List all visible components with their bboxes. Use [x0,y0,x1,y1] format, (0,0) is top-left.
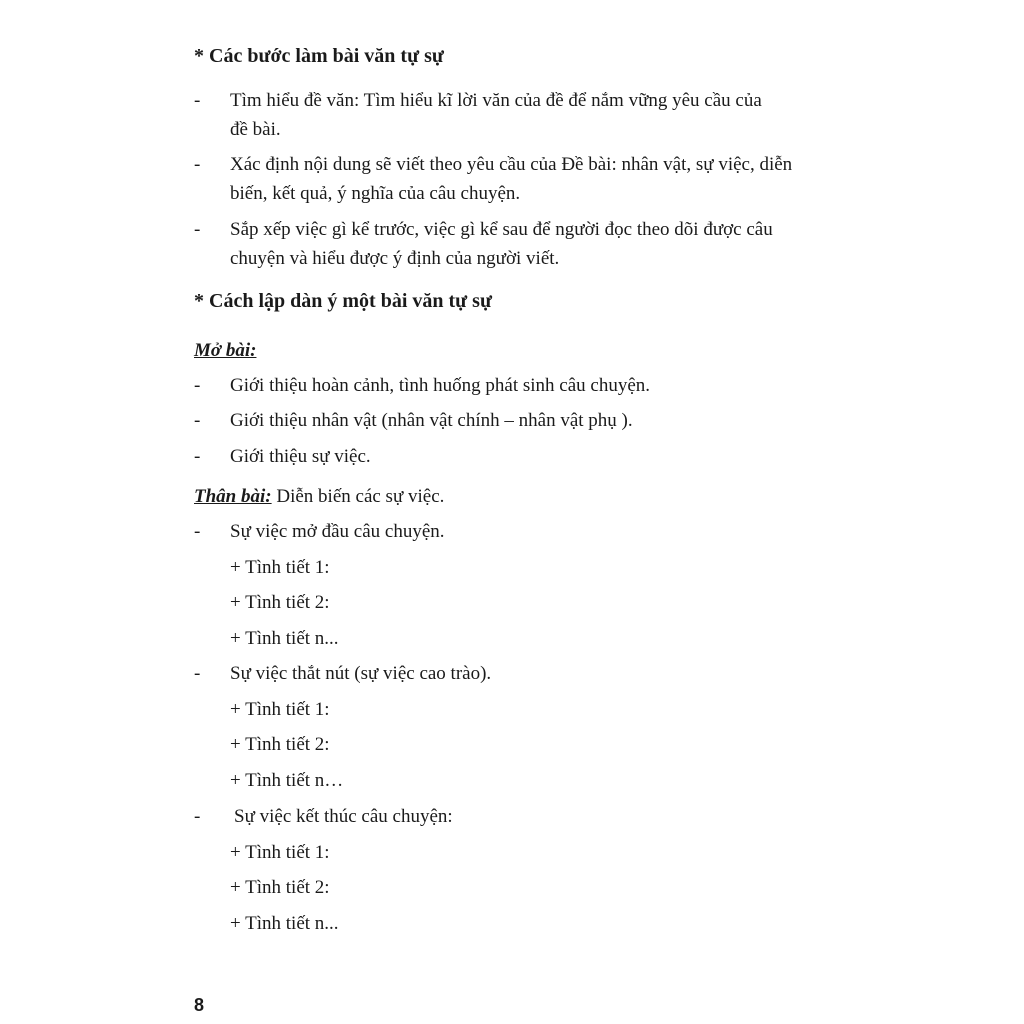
than-bai-description: Diễn biến các sự việc. [271,486,445,507]
list-item-text: Giới thiệu hoàn cảnh, tình huống phát sinh câu chuyện. [230,375,651,396]
event-text: Sự việc mở đầu câu chuyện. [230,521,445,542]
than-bai-label-line [194,483,444,511]
event-detail: + Tình tiết 2: [230,734,330,755]
list-dash: - [194,154,201,175]
list-dash: - [194,446,201,467]
list-dash: - [194,375,201,396]
list-item-text-continued: biến, kết quả, ý nghĩa của câu chuyện. [230,183,521,204]
list-dash: - [194,219,201,240]
event-detail: + Tình tiết 1: [230,842,330,863]
list-dash: - [194,90,201,111]
event-text: Sự việc kết thúc câu chuyện: [234,806,453,827]
mo-bai-label-line [194,337,256,365]
list-item-text: Xác định nội dung sẽ viết theo yêu cầu của Đề bài: nhân vật, sự việc, diễn [230,154,793,175]
event-detail: + Tình tiết n... [230,628,339,649]
list-item-text: Giới thiệu nhân vật (nhân vật chính – nhân vật phụ ). [230,410,633,431]
list-dash: - [194,806,201,827]
event-detail: + Tình tiết 2: [230,877,330,898]
event-detail: + Tình tiết 2: [230,592,330,613]
event-detail: + Tình tiết n… [230,770,344,791]
event-detail: + Tình tiết n... [230,913,339,934]
list-dash: - [194,410,201,431]
page-number: 8 [194,995,205,1015]
list-item-text: Giới thiệu sự việc. [230,446,371,467]
list-item-text: Tìm hiểu đề văn: Tìm hiểu kĩ lời văn của đề để nắm vững yêu cầu của [230,90,762,111]
list-item-text: Sắp xếp việc gì kể trước, việc gì kể sau để người đọc theo dõi được câu [230,219,773,240]
list-dash: - [194,663,201,684]
event-detail: + Tình tiết 1: [230,557,330,578]
section-heading-steps: * Các bước làm bài văn tự sự [194,45,444,67]
list-item-text-continued: đề bài. [230,119,281,140]
list-item-text-continued: chuyện và hiểu được ý định của người viết. [230,248,560,269]
event-detail: + Tình tiết 1: [230,699,330,720]
event-text: Sự việc thắt nút (sự việc cao trào). [230,663,492,684]
list-dash: - [194,521,201,542]
mo-bai-label: Mở bài: [194,340,257,361]
than-bai-label: Thân bài: [194,486,272,507]
section-heading-outline: * Cách lập dàn ý một bài văn tự sự [194,290,492,312]
